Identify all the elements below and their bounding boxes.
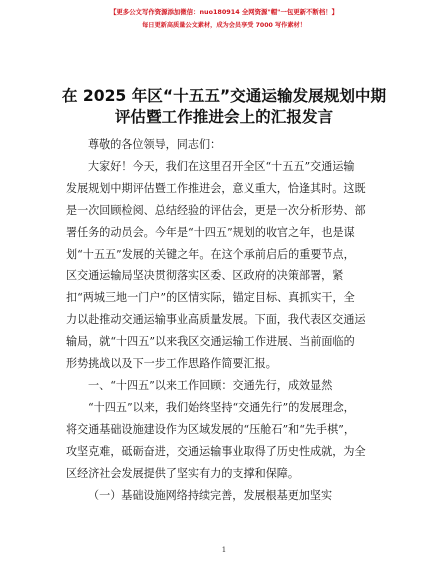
- paragraph-line: 署任务的动员会。今年是“十四五”规划的收官之年，也是谋: [66, 225, 355, 239]
- paragraph-line: 形势挑战以及下一步工作思路作简要汇报。: [66, 357, 277, 371]
- paragraph-line: 区经济社会发展提供了坚实有力的支撑和保障。: [66, 466, 299, 480]
- greeting: 尊敬的各位领导，同志们：: [88, 138, 222, 151]
- promo-banner-line-1: 【更多公文写作资源添加微信：nuo180914 全网资源"帽"一包更新不断档！】: [110, 8, 338, 16]
- paragraph-review: [66, 397, 388, 485]
- paragraph-line: 扣“两城三地一门户”的区情实际，锚定目标、真抓实干，全: [66, 291, 355, 305]
- paragraph-line: 是一次回顾检阅、总结经验的评估会，更是一次分析形势、部: [66, 203, 366, 217]
- paragraph-line: 区交通运输局坚决贯彻落实区委、区政府的决策部署，紧: [66, 269, 344, 283]
- section-heading-1: 一、“十四五”以来工作回顾：交通先行，成效显然: [88, 378, 333, 392]
- page-number: 1: [221, 546, 227, 554]
- promo-banner: [0, 6, 448, 32]
- paragraph-intro: [66, 156, 388, 375]
- document-title-line-1: 在 2025 年区“十五五”交通运输发展规划中期: [61, 87, 387, 105]
- document-body: [66, 134, 388, 506]
- paragraph-line: 力以赴推动交通运输事业高质量发展。下面，我代表区交通运: [66, 313, 366, 327]
- paragraph-line: “十四五”以来，我们始终坚持“交通先行”的发展理念，: [88, 400, 355, 414]
- promo-banner-line-2: 每日更新高质量公文素材，成为会员享受 7000 写作素材！: [142, 22, 306, 29]
- paragraph-line: 攻坚克难，砥砺奋进，交通运输事业取得了历史性成就，为全: [66, 444, 366, 458]
- paragraph-line: 划“十五五”发展的关键之年。在这个承前启后的重要节点，: [66, 247, 355, 261]
- subsection-heading-1: （一）基础设施网络持续完善，发展根基更加坚实: [88, 488, 333, 502]
- paragraph-line: 输局，就“十四五”以来我区交通运输工作进展、当前面临的: [66, 335, 355, 349]
- paragraph-line: 发展规划中期评估暨工作推进会，意义重大，恰逢其时。这既: [66, 181, 366, 195]
- paragraph-line: 将交通基础设施建设作为区域发展的“压舱石”和“先手棋”，: [66, 422, 355, 436]
- paragraph-line: 大家好！今天，我们在这里召开全区“十五五”交通运输: [88, 159, 355, 173]
- document-title-line-2: 评估暨工作推进会上的汇报发言: [114, 108, 334, 126]
- document-title: [40, 86, 408, 128]
